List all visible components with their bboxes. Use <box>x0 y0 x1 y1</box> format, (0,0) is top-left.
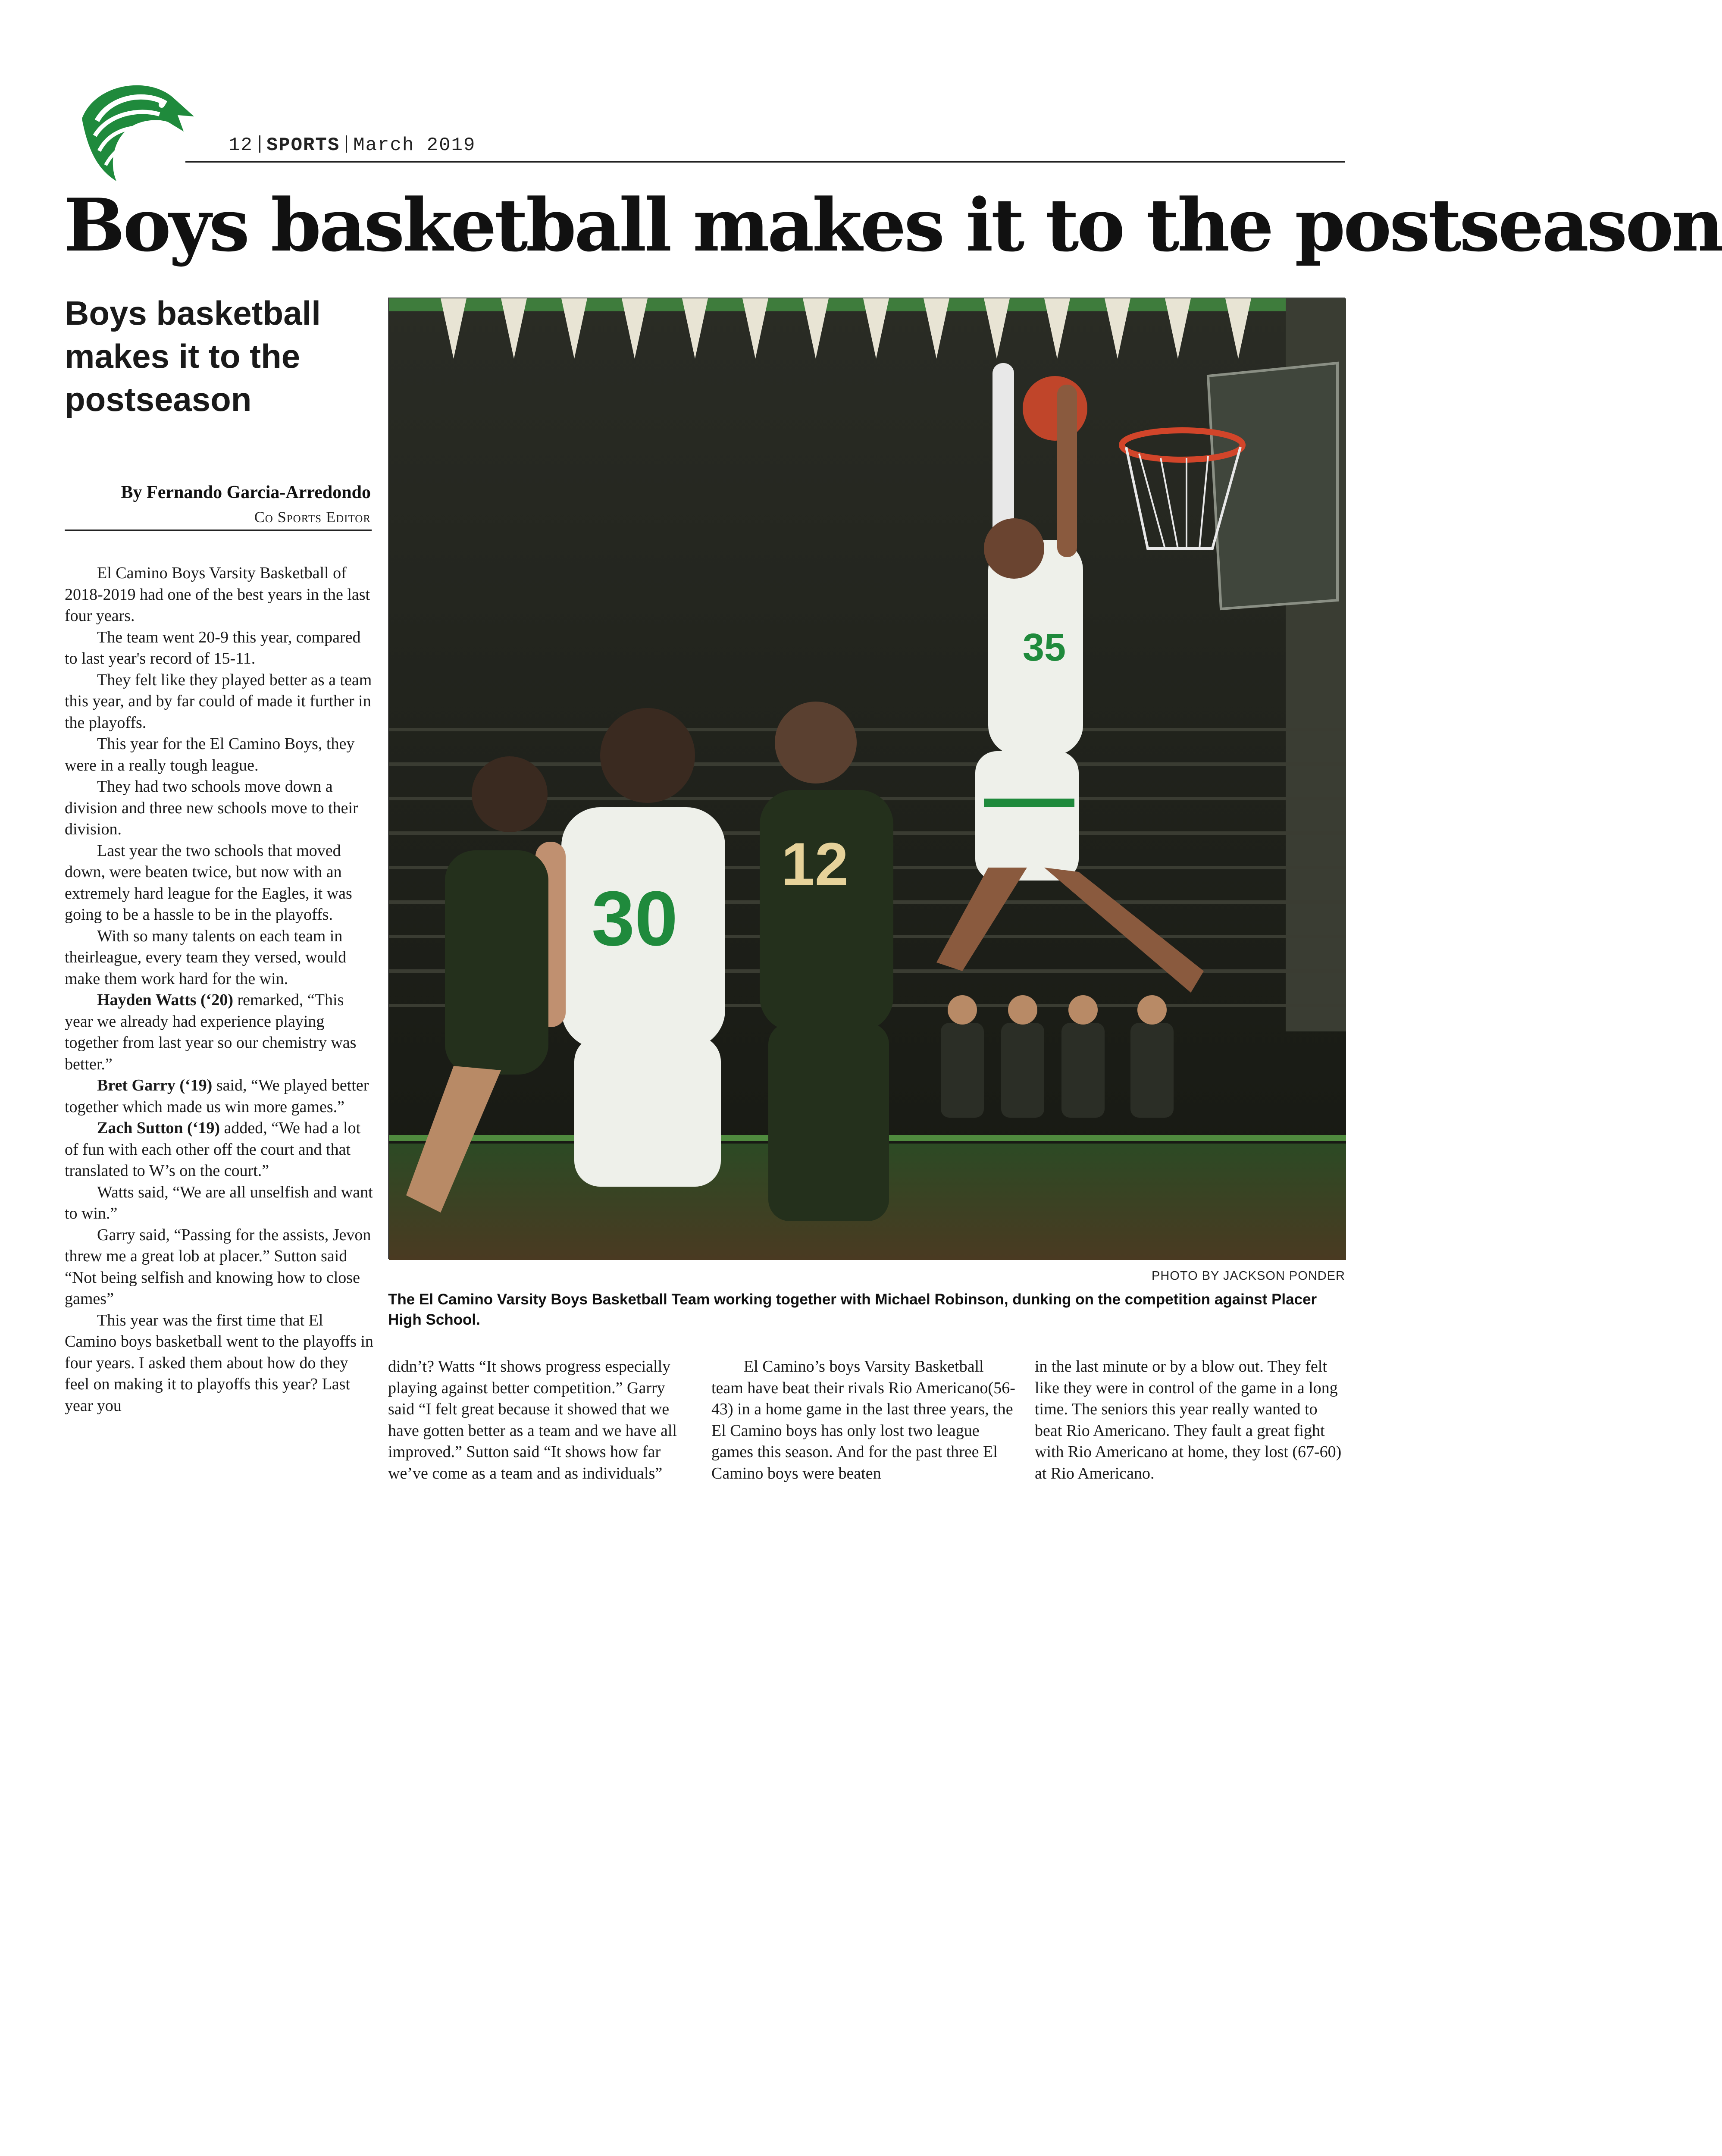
quote-text: added, “We had a lot of fun with each other off the court and that translated to W’s on the court.” <box>65 1119 361 1180</box>
paragraph: in the last minute or by a blow out. They felt like they were in control of the game in a long time. The seniors this year really wanted to beat Rio Americano. They fault a great fight with Rio Americano at home, they lost (67-60) at Rio Americano. <box>1035 1357 1342 1482</box>
folio <box>229 135 476 156</box>
paragraph: This year for the El Camino Boys, they were in a really tough league. <box>65 735 355 774</box>
paragraph: The team went 20-9 this year, compared to last year's record of 15-11. <box>65 628 361 667</box>
basketball <box>1023 376 1087 441</box>
paragraph: didn’t? Watts “It shows progress especially playing against better competition.” Garry said “I felt great because it showed that we have gotten better as a team and we have all improved.” Sutton said “It shows how far we’ve come as a team and as individuals” <box>388 1357 677 1482</box>
paragraph: El Camino Boys Varsity Basketball of 2018-2019 had one of the best years in the last four years. <box>65 564 370 625</box>
paragraph: With so many talents on each team in theirleague, every team they versed, would make them work hard for the win. <box>65 927 347 988</box>
photo-credit: PHOTO BY JACKSON PONDER <box>1152 1269 1345 1283</box>
article-column-4 <box>1035 1356 1345 1484</box>
header-rule <box>185 161 1345 163</box>
quote-paragraph <box>65 1118 375 1182</box>
paragraph: Garry said, “Passing for the assists, Jevon threw me a great lob at placer.” Sutton said “Not being selfish and knowing how to close games” <box>65 1225 371 1308</box>
paragraph: This year was the first time that El Camino boys basketball went to the playoffs in four years. I asked them about how do they feel on making it to playoffs this year? Last year you <box>65 1311 373 1415</box>
page-number: 12 <box>229 135 253 156</box>
issue-date: March 2019 <box>353 135 476 156</box>
folio-divider <box>259 135 260 153</box>
deck: Boys basketball makes it to the postseason <box>65 294 321 418</box>
quote-speaker: Bret Garry (‘19) <box>97 1076 213 1094</box>
quote-speaker: Zach Sutton (‘19) <box>97 1119 220 1137</box>
game-photo <box>388 298 1345 1259</box>
byline-title: Co Sports Editor <box>254 508 371 526</box>
folio-divider <box>346 135 347 153</box>
quote-paragraph <box>65 1075 375 1118</box>
paragraph: They felt like they played better as a team this year, and by far could of made it further in the playoffs. <box>65 671 372 732</box>
paragraph: They had two schools move down a division and three new schools move to their division. <box>65 777 358 838</box>
svg-text:35: 35 <box>1023 626 1066 669</box>
photo-caption: The El Camino Varsity Boys Basketball Team working together with Michael Robinson, dunking on the competition against Placer High School. <box>388 1291 1317 1328</box>
byline: By Fernando Garcia-Arredondo <box>121 483 371 502</box>
paragraph: Watts said, “We are all unselfish and want to win.” <box>65 1183 373 1222</box>
section-name: SPORTS <box>266 135 340 156</box>
quote-text: said, “We played better together which made us win more games.” <box>65 1076 369 1116</box>
headline: Boys basketball makes it to the postseason <box>64 182 1722 268</box>
svg-text:12: 12 <box>781 830 848 898</box>
byline-rule <box>65 530 372 531</box>
article-column-3 <box>711 1356 1018 1484</box>
article-column-1 <box>65 563 375 1416</box>
svg-text:30: 30 <box>592 875 678 962</box>
eagle-logo-icon <box>65 67 194 183</box>
article-column-2 <box>388 1356 694 1484</box>
paragraph: Last year the two schools that moved down, were beaten twice, but now with an extremely hard league for the Eagles, it was going to be a hassle to be in the playoffs. <box>65 841 352 924</box>
paragraph: El Camino’s boys Varsity Basketball team have beat their rivals Rio Americano(56-43) in a home game in the last three years, the El Camino boys has only lost two league games this season. And for the past three El Camino boys were beaten <box>711 1357 1015 1482</box>
quote-paragraph <box>65 990 375 1075</box>
quote-speaker: Hayden Watts (‘20) <box>97 991 233 1009</box>
quote-text: remarked, “This year we already had experience playing together from last year so our chemistry was better.” <box>65 991 357 1073</box>
